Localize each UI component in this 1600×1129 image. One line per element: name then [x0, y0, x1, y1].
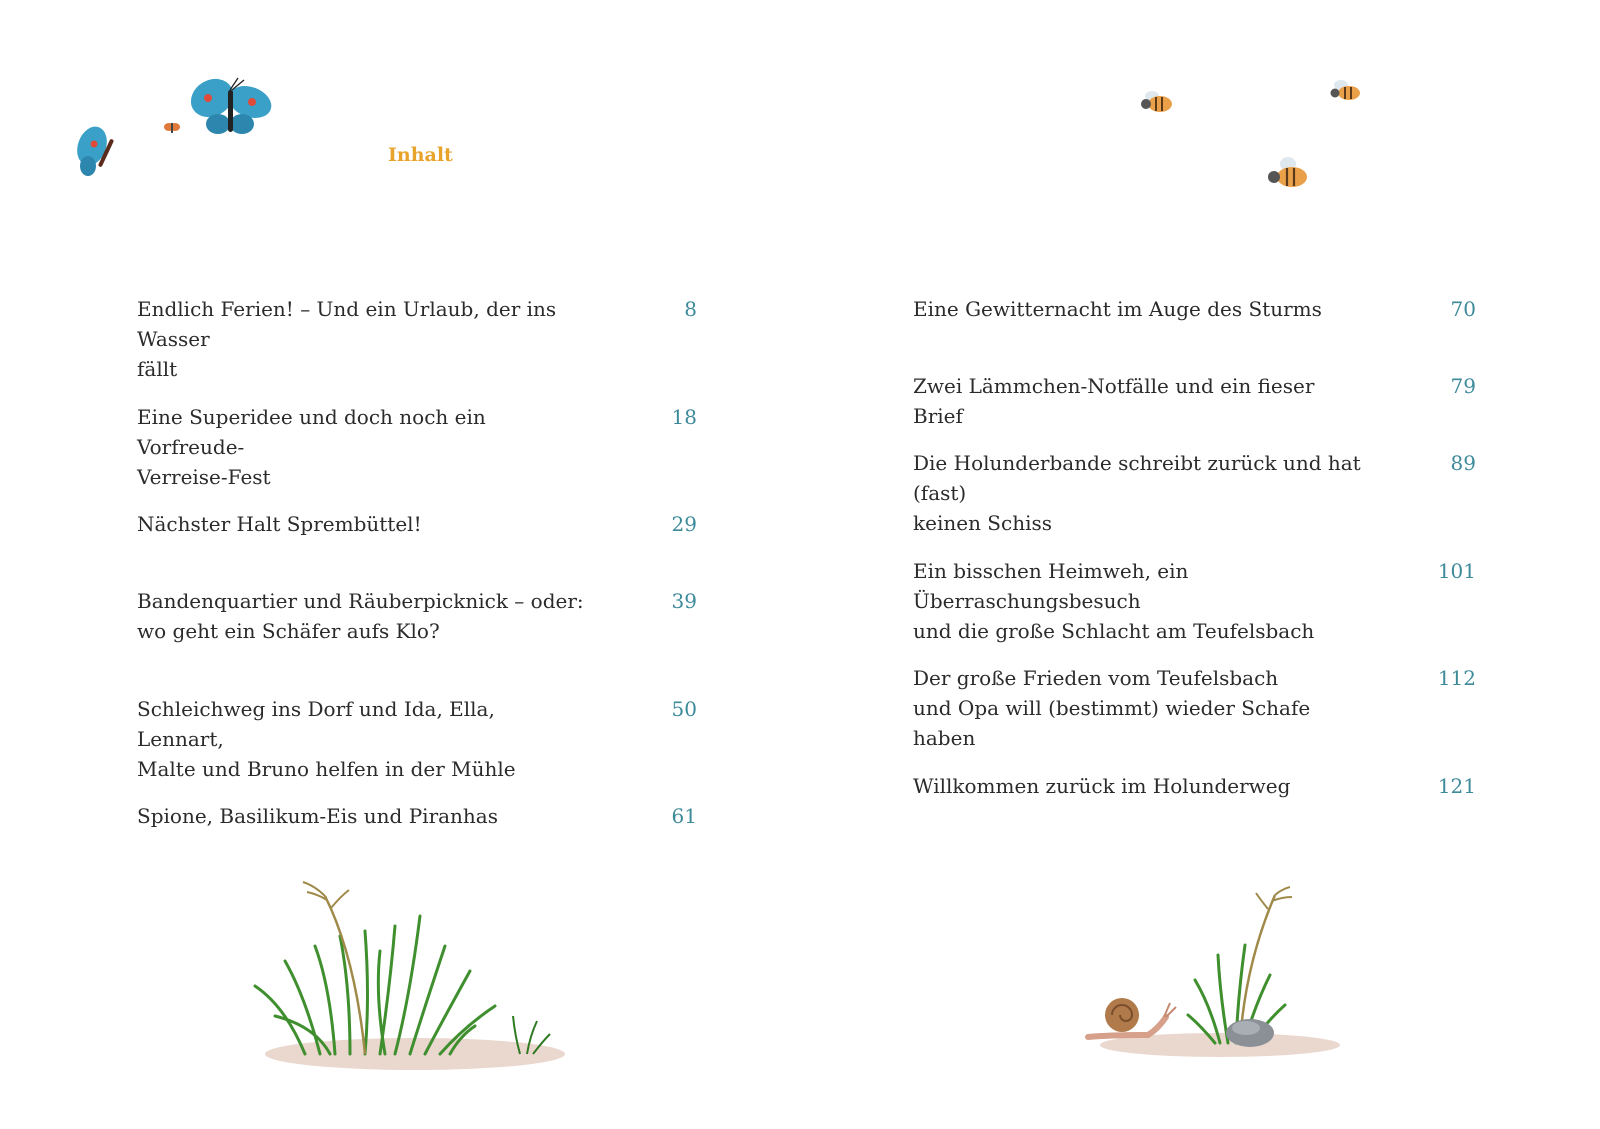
toc-entry-page: 89 — [1450, 451, 1476, 475]
toc-entry-title: Eine Gewitternacht im Auge des Sturms — [913, 297, 1322, 321]
toc-entry-page: 79 — [1450, 374, 1476, 398]
toc-entry-title: Schleichweg ins Dorf und Ida, Ella, Lennart, Malte und Bruno helfen in der Mühle — [137, 696, 516, 781]
toc-entry-page: 70 — [1450, 297, 1476, 321]
snail-grass-icon — [1070, 885, 1340, 1060]
toc-entry-title: Endlich Ferien! – Und ein Urlaub, der ins Wasser fällt — [137, 297, 557, 381]
toc-entry-page: 121 — [1437, 773, 1476, 798]
toc-entry-title: Bandenquartier und Räuberpicknick – oder: wo geht ein Schäfer aufs Klo? — [137, 589, 584, 643]
toc-list-left — [137, 294, 697, 909]
toc-entry-title: Nächster Halt Sprembüttel! — [137, 512, 422, 536]
toc-entry[interactable] — [913, 371, 1476, 448]
right-page — [800, 0, 1600, 1129]
toc-entry-title: Der große Frieden vom Teufelsbach und Opa will (bestimmt) wieder Schafe haben — [913, 666, 1311, 750]
toc-entry[interactable] — [137, 586, 697, 694]
toc-entry-title: Willkommen zurück im Holunderweg — [913, 773, 1291, 798]
toc-entry[interactable] — [913, 771, 1476, 848]
toc-entry-title: Spione, Basilikum-Eis und Piranhas — [137, 804, 498, 828]
toc-entry[interactable] — [137, 294, 697, 402]
toc-entry[interactable] — [913, 663, 1476, 771]
toc-entry-title: Zwei Lämmchen-Notfälle und ein fieser Brief — [913, 374, 1315, 428]
toc-entry[interactable] — [137, 509, 697, 586]
toc-entry-page: 39 — [671, 589, 697, 613]
toc-entry-title: Eine Superidee und doch noch ein Vorfreude- Verreise-Fest — [137, 404, 486, 489]
toc-heading: Inhalt — [388, 144, 453, 166]
toc-entry-title: Ein bisschen Heimweh, ein Überraschungsbesuch und die große Schlacht am Teufelsbach — [913, 558, 1315, 643]
butterfly-small-icon — [163, 120, 181, 136]
toc-entry-page: 8 — [684, 297, 697, 321]
toc-entry-page: 50 — [671, 696, 697, 721]
grass-tuft-icon — [245, 876, 585, 1076]
bee-icon — [1327, 78, 1363, 106]
bee-icon — [1262, 155, 1312, 193]
toc-entry-title: Die Holunderbande schreibt zurück und hat (fast) keinen Schiss — [913, 451, 1361, 535]
toc-entry-page: 18 — [671, 404, 697, 429]
toc-entry[interactable] — [913, 294, 1476, 371]
bee-icon — [1138, 88, 1176, 118]
toc-list-right — [913, 294, 1476, 848]
toc-entry-page: 29 — [671, 512, 697, 536]
toc-entry[interactable] — [137, 402, 697, 510]
toc-entry-page: 101 — [1437, 558, 1476, 583]
toc-entry[interactable] — [913, 448, 1476, 556]
butterfly-large-icon — [186, 76, 276, 142]
butterfly-side-icon — [74, 124, 120, 180]
toc-entry-page: 112 — [1437, 666, 1476, 690]
toc-entry[interactable] — [137, 694, 697, 802]
toc-entry-page: 61 — [671, 804, 697, 828]
toc-entry[interactable] — [913, 556, 1476, 664]
